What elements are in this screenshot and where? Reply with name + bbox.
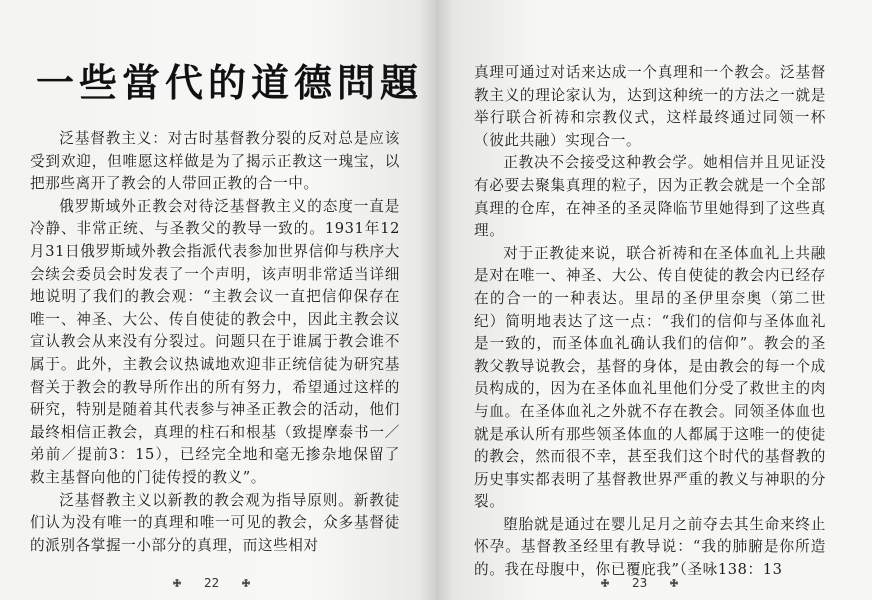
chapter-title: 一些當代的道德問題 [36,61,424,105]
paragraph: 对于正教徒来说，联合祈祷和在圣体血礼上共融是对在唯一、神圣、大公、传自使徒的教会内已经存在的合一的一种表达。里昂的圣伊里奈奥（第二世纪）简明地表达了这一点：“我们的信仰与圣体血礼是一致的，而圣体血礼确认我们的信仰”。教会的圣教父教导说教会，基督的身体，是由教会的每一个成员构成的，因为在圣体血礼里他们分受了救世主的肉与血。在圣体血礼之外就不存在教会。同领圣体血也就是承认所有那些领圣体血的人都属于这唯一的使徒的教会，然而很不幸，甚至我们这个时代的基督教的历史事实都表明了基督教世界严重的教义与神职的分裂。 [474,244,826,511]
right-page-body [474,62,826,582]
paragraph: 泛基督教主义以新教的教会观为指导原则。新教徒们认为没有唯一的真理和唯一可见的教会，众多基督徒的派别各掌握一小部分的真理，而这些相对 [30,491,400,554]
paragraph: 真理可通过对话来达成一个真理和一个教会。泛基督教主义的理论家认为，达到这种统一的方法之一就是举行联合祈祷和宗教仪式，这样最终通过同领一杯（彼此共融）实现合一。 [474,64,826,149]
paragraph: 堕胎就是通过在婴儿足月之前夺去其生命来终止怀孕。基督教圣经里有教导说：“我的肺腑是你所造的。我在母腹中，你已覆庇我”（圣咏138：13 [474,515,826,579]
left-page-body [30,128,400,557]
paragraph: 俄罗斯域外正教会对待泛基督教主义的态度一直是冷静、非常正统、与圣教父的教导一致的。1931年12月31日俄罗斯域外教会指派代表参加世界信仰与秩序大会续会委员会时发表了一个声明，该声明非常适当详细地说明了我们的教会观：“主教会议一直把信仰保存在唯一、神圣、大公、传自使徒的教会中，因此主教会议宣认教会从来没有分裂过。问题只在于谁属于教会谁不属于。此外，主教会议热诚地欢迎非正统信徒为研究基督关于教会的教导所作出的所有努力，希望通过这样的研究，特别是随着其代表参与神圣正教会的活动，他们最终相信正教会，真理的柱石和根基（致提摩泰书一／弟前／提前3：15），已经完全地和毫无掺杂地保留了救主基督向他的门徒传授的教义”。 [30,197,400,486]
page-number: 22 [204,576,220,590]
paragraph: 泛基督教主义：对古时基督教分裂的反对总是应该受到欢迎，但唯愿这样做是为了揭示正教这一瑰宝，以把那些离开了教会的人带回正教的合一中。 [30,130,400,193]
flower-ornament-icon [172,578,182,588]
page-footer [172,576,251,590]
page-number: 23 [632,576,648,590]
paragraph: 正教决不会接受这种教会学。她相信并且见证没有必要去聚集真理的粒子，因为正教会就是一个全部真理的仓库，在神圣的圣灵降临节里她得到了这些真理。 [474,154,826,240]
flower-ornament-icon [241,578,251,588]
